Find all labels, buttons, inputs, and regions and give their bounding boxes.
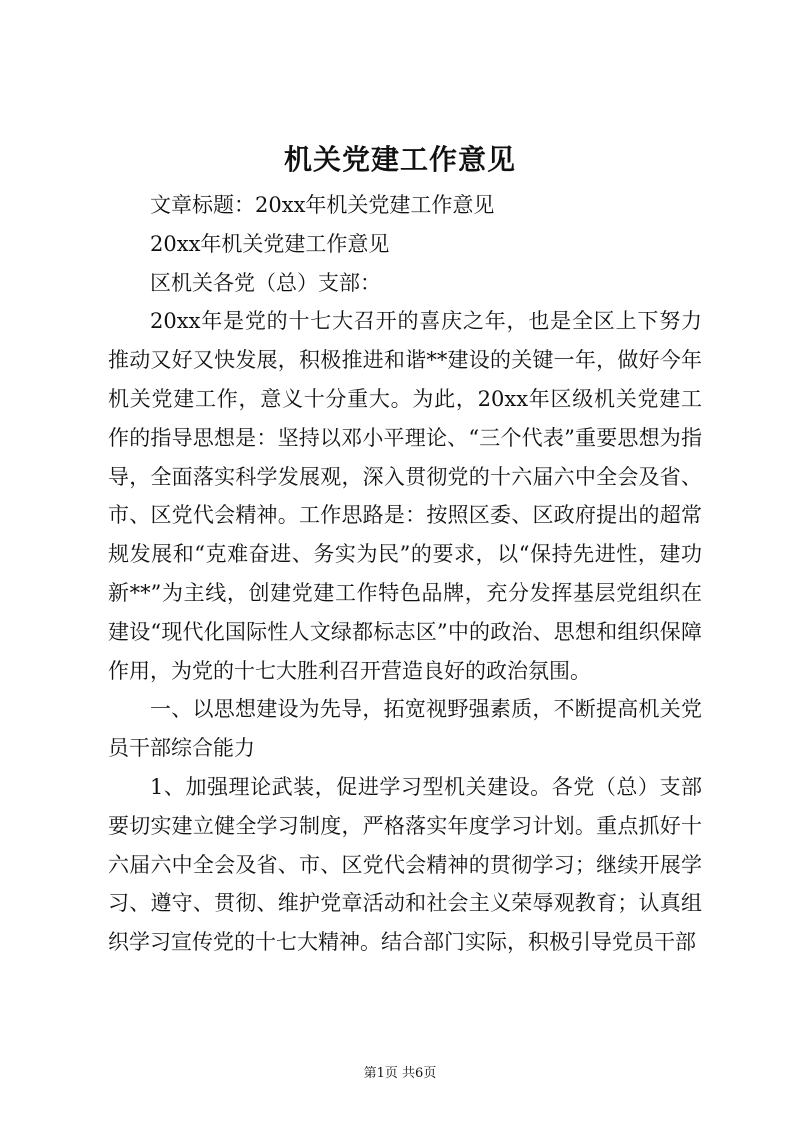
paragraph-item-1: 1、加强理论武装，促进学习型机关建设。各党（总）支部要切实建立健全学习制度，严格落实年度学习计划。重点抓好十六届六中全会及省、市、区党代会精神的贯彻学习；继续开展学习、遵守、贯彻、维护党章活动和社会主义荣辱观教育；认真组织学习宣传党的十七大精神。结合部门实际，积极引导党员干部 [108, 774, 702, 955]
document-title: 机关党建工作意见 [283, 143, 516, 176]
paragraph-subtitle: 20xx年机关党建工作意见 [150, 231, 390, 256]
paragraph-salutation: 区机关各党（总）支部： [150, 270, 381, 295]
paragraph-section-heading: 一、以思想建设为先导，拓宽视野强素质，不断提高机关党员干部综合能力 [108, 697, 702, 761]
page-footer: 第1页 共6页 [363, 1066, 437, 1081]
document-body [108, 186, 702, 962]
paragraph-article-title: 文章标题：20xx年机关党建工作意见 [150, 193, 495, 217]
paragraph-intro: 20xx年是党的十七大召开的喜庆之年，也是全区上下努力推动又好又快发展，积极推进和谐**建设的关键一年，做好今年机关党建工作，意义十分重大。为此，20xx年区级机关党建工作的指导思想是：坚持以邓小平理论、“三个代表”重要思想为指导，全面落实科学发展观，深入贯彻党的十六届六中全会及省、市、区党代会精神。工作思路是：按照区委、区政府提出的超常规发展和“克难奋进、务实为民”的要求，以“保持先进性，建功新**”为主线，创建党建工作特色品牌，充分发挥基层党组织在建设“现代化国际性人文绿都标志区”中的政治、思想和组织保障作用，为党的十七大胜利召开营造良好的政治氛围。 [108, 309, 702, 683]
